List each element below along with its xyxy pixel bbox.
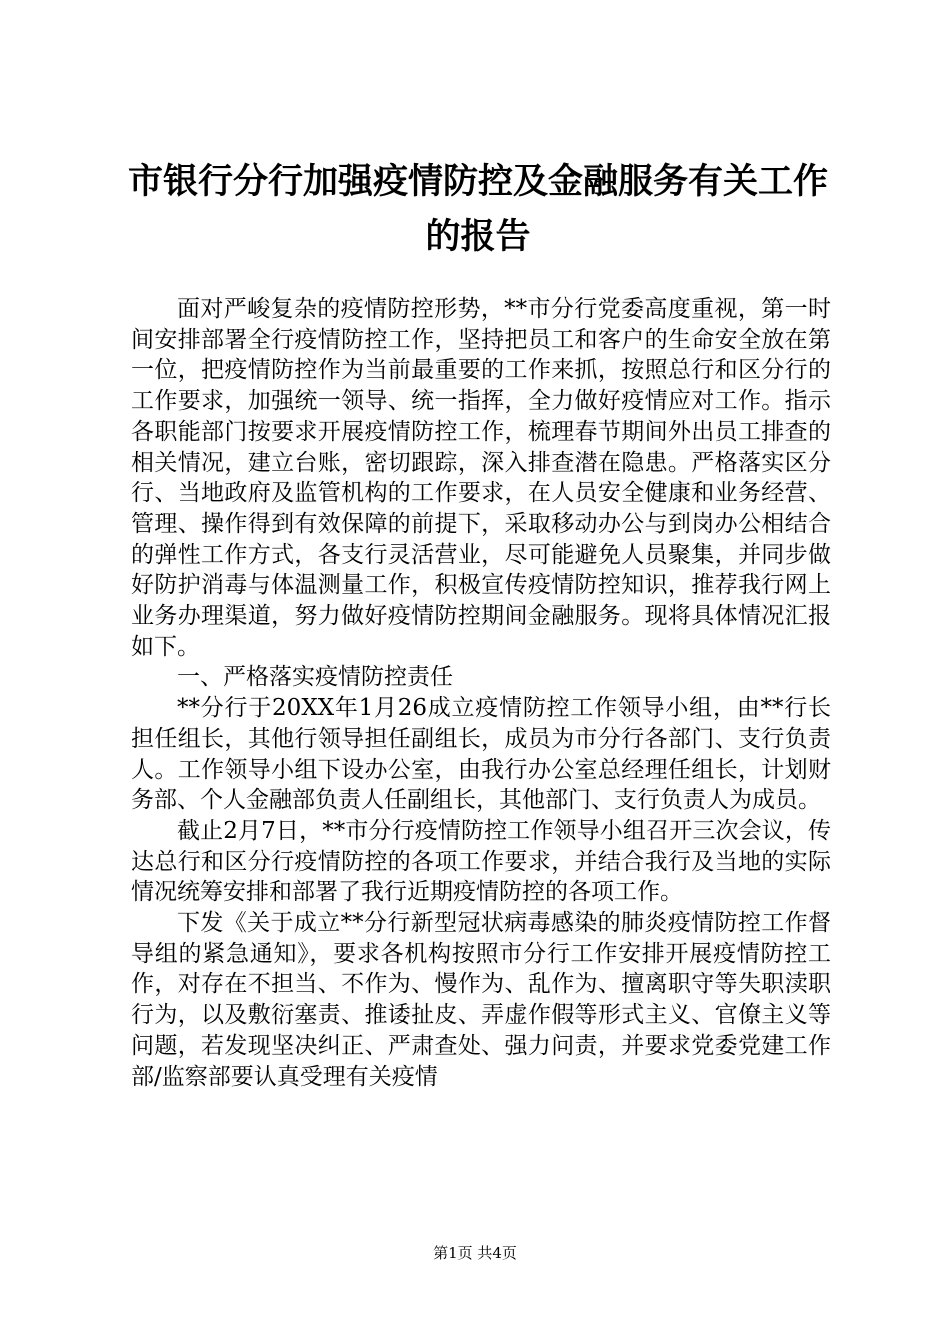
document-body (131, 294, 831, 1092)
paragraph-leadership-group: **分行于20XX年1月26成立疫情防控工作领导小组，由**行长担任组长，其他行领导担任副组长，成员为市分行各部门、支行负责人。工作领导小组下设办公室，由我行办公室总经理任组长，计划财务部、个人金融部负责人任副组长，其他部门、支行负责人为成员。 (131, 695, 831, 814)
paragraph-intro: 面对严峻复杂的疫情防控形势，**市分行党委高度重视，第一时间安排部署全行疫情防控工作，坚持把员工和客户的生命安全放在第一位，把疫情防控作为当前最重要的工作来抓，按照总行和区分行的工作要求，加强统一领导、统一指挥，全力做好疫情应对工作。指示各职能部门按要求开展疫情防控工作，梳理春节期间外出员工排查的相关情况，建立台账，密切跟踪，深入排查潜在隐患。严格落实区分行、当地政府及监管机构的工作要求，在人员安全健康和业务经营、管理、操作得到有效保障的前提下，采取移动办公与到岗办公相结合的弹性工作方式，各支行灵活营业，尽可能避免人员聚集，并同步做好防护消毒与体温测量工作，积极宣传疫情防控知识，推荐我行网上业务办理渠道，努力做好疫情防控期间金融服务。现将具体情况汇报如下。 (131, 296, 831, 660)
document-title: 市银行分行加强疫情防控及金融服务有关工作的报告 (128, 161, 829, 257)
paragraph-notice: 下发《关于成立**分行新型冠状病毒感染的肺炎疫情防控工作督导组的紧急通知》，要求各机构按照市分行工作安排开展疫情防控工作，对存在不担当、不作为、慢作为、乱作为、擅离职守等失职渎职行为，以及敷衍塞责、推诿扯皮、弄虚作假等形式主义、官僚主义等问题，若发现坚决纠正、严肃查处、强力问责，并要求党委党建工作部/监察部要认真受理有关疫情 (131, 910, 831, 1090)
page-footer: 第1页 共4页 (433, 1244, 517, 1262)
paragraph-meetings: 截止2月7日，**市分行疫情防控工作领导小组召开三次会议，传达总行和区分行疫情防控的各项工作要求，并结合我行及当地的实际情况统筹安排和部署了我行近期疫情防控的各项工作。 (131, 817, 831, 906)
section-heading-1: 一、严格落实疫情防控责任 (177, 664, 453, 691)
